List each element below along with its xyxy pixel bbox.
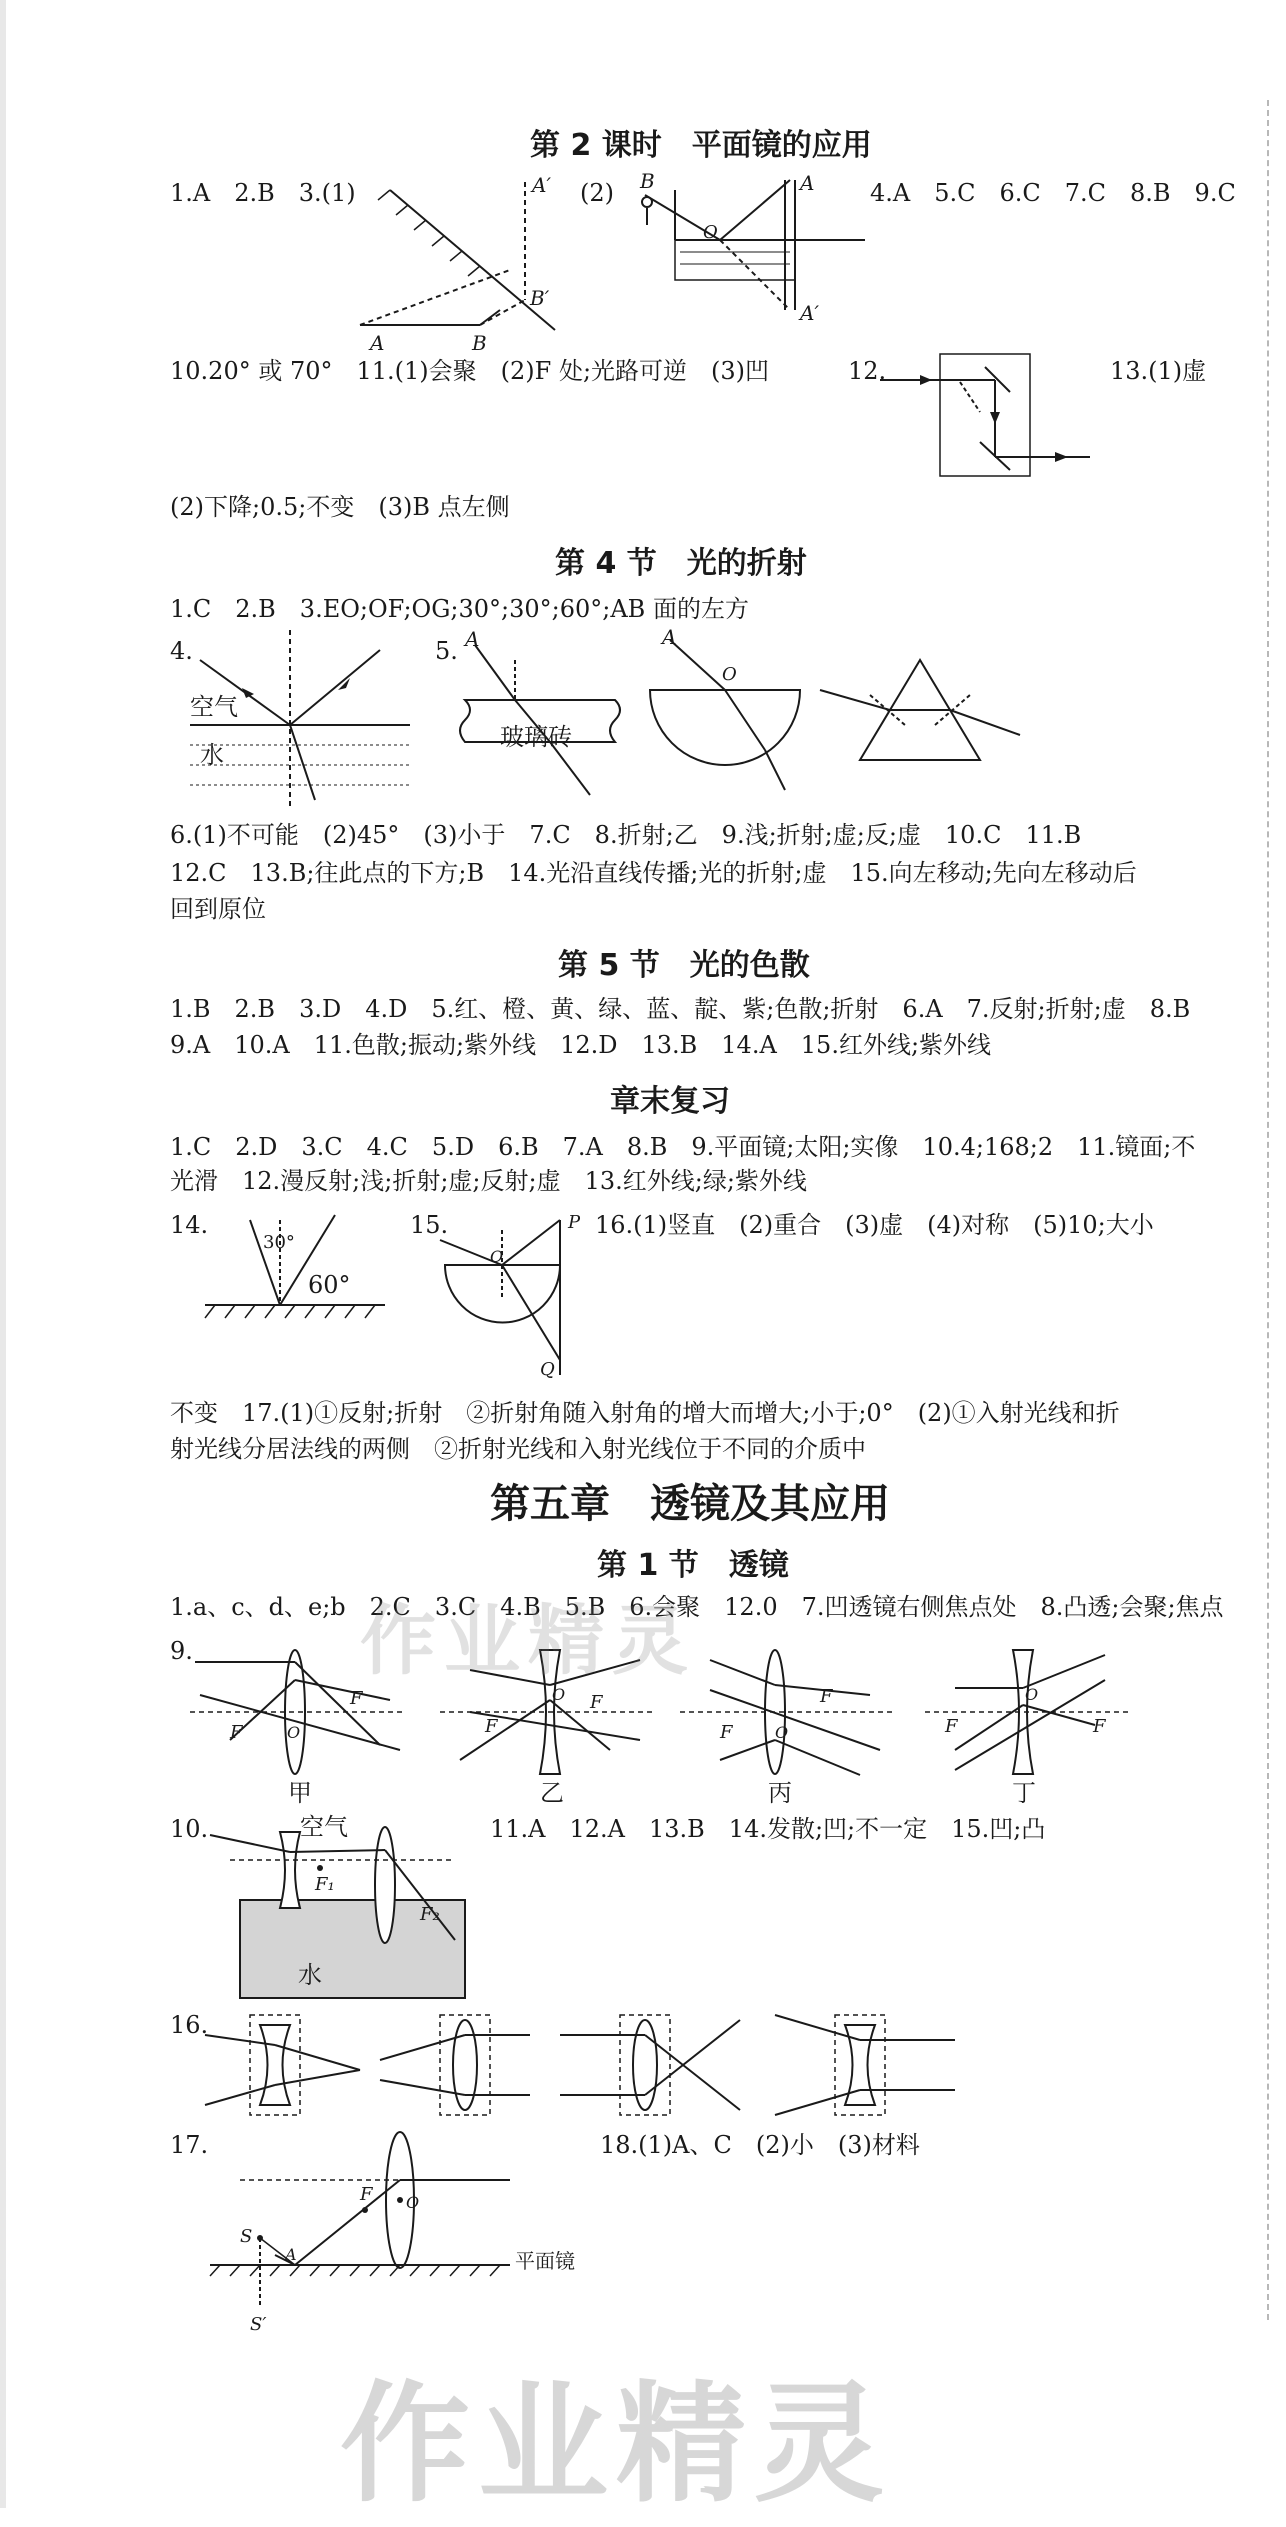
diagram-review-q15	[440, 1210, 590, 1380]
answers-q13-cont: (2)下降;0.5;不变 (3)B 点左侧	[170, 493, 510, 521]
svg-text:F: F	[720, 1722, 733, 1743]
caption-jia: 甲	[288, 1779, 312, 1807]
label-glass: 玻璃砖	[500, 723, 572, 751]
answers-dispersion-line2: 9.A 10.A 11.色散;振动;紫外线 12.D 13.B 14.A 15.红外线;紫外线	[170, 1031, 992, 1059]
svg-text:O: O	[775, 1723, 789, 1742]
answers-q3-2: (2)	[580, 179, 614, 207]
answers-dispersion-line1: 1.B 2.B 3.D 4.D 5.红、橙、黄、绿、蓝、靛、紫;色散;折射 6.A 7.反射;折射;虚 8.B	[170, 995, 1191, 1023]
svg-text:A: A	[662, 625, 677, 649]
caption-bing: 丙	[768, 1779, 792, 1807]
svg-text:Q: Q	[540, 1359, 555, 1380]
answers-lens-q10: 10.	[170, 1815, 209, 1843]
diagram-refraction-semicircle	[650, 625, 810, 810]
label-water-q4: 水	[200, 741, 224, 769]
answers-refraction-q15-cont: 回到原位	[170, 895, 266, 923]
answers-refraction-q5: 5.	[435, 637, 458, 665]
svg-text:F: F	[350, 1688, 363, 1709]
caption-ding: 丁	[1012, 1779, 1036, 1807]
answers-q13: 13.(1)虚	[1110, 357, 1207, 385]
svg-text:O: O	[722, 664, 737, 685]
answers-refraction-q12-15: 12.C 13.B;往此点的下方;B 14.光沿直线传播;光的折射;虚 15.向左移动;先向左移动后	[170, 859, 1137, 887]
label-water-q10: 水	[298, 1961, 322, 1989]
svg-text:B′: B′	[530, 286, 550, 310]
answers-review-line2: 光滑 12.漫反射;浅;折射;虚;反射;虚 13.红外线;绿;紫外线	[170, 1167, 807, 1195]
diagram-q3-2	[625, 170, 845, 330]
svg-text:A′: A′	[532, 173, 551, 197]
svg-text:F: F	[590, 1692, 603, 1713]
svg-text:F: F	[485, 1716, 498, 1737]
svg-text:F: F	[1093, 1716, 1106, 1737]
svg-text:F: F	[360, 2184, 373, 2205]
page-edge	[0, 0, 6, 2508]
svg-text:A′: A′	[800, 301, 819, 325]
label-angle-30: 30°	[263, 1232, 295, 1253]
answers-review-line4: 射光线分居法线的两侧 ②折射光线和入射光线位于不同的介质中	[170, 1435, 866, 1463]
answers-q10-11: 10.20° 或 70° 11.(1)会聚 (2)F 处;光路可逆 (3)凹	[170, 357, 770, 385]
svg-text:O: O	[1025, 1685, 1039, 1704]
answers-refraction-q4: 4.	[170, 637, 193, 665]
svg-text:S: S	[240, 2226, 253, 2247]
section-title-plane-mirror: 第 2 课时 平面镜的应用	[530, 128, 872, 163]
answers-lens-q17: 17.	[170, 2131, 209, 2159]
svg-text:O: O	[490, 1247, 504, 1266]
watermark-middle: 作业精灵	[360, 1596, 696, 1685]
svg-text:F: F	[820, 1686, 833, 1707]
answers-lens-q16: 16.	[170, 2011, 209, 2039]
label-air-q4: 空气	[190, 693, 238, 721]
label-plane-mirror: 平面镜	[515, 2249, 575, 2273]
diagram-refraction-prism	[820, 650, 1020, 770]
diagram-refraction-q5	[455, 627, 655, 810]
section-title-lens: 第 1 节 透镜	[597, 1548, 789, 1583]
chapter-title-lens: 第五章 透镜及其应用	[490, 1481, 890, 1527]
watermark-bottom: 作业精灵	[340, 2368, 893, 2520]
section-title-dispersion: 第 5 节 光的色散	[558, 948, 810, 983]
answers-lens-line1: 1.a、c、d、e;b 2.C 3.C 4.B 5.B 6.会聚 12.0 7.凹透镜右侧焦点处 8.凸透;会聚;焦点	[170, 1593, 1224, 1621]
svg-text:F: F	[230, 1722, 243, 1743]
answers-lens-q11-15: 11.A 12.A 13.B 14.发散;凹;不一定 15.凹;凸	[490, 1815, 1046, 1843]
answers-refraction-q1-3: 1.C 2.B 3.EO;OF;OG;30°;30°;60°;AB 面的左方	[170, 595, 749, 623]
svg-text:O: O	[552, 1685, 566, 1704]
svg-text:O: O	[406, 2193, 420, 2212]
diagram-lens-q10	[210, 1830, 470, 2000]
diagram-q3-1	[350, 170, 570, 360]
svg-text:A: A	[800, 171, 815, 195]
svg-text:A: A	[465, 627, 480, 651]
column-divider	[1267, 100, 1269, 2320]
answers-review-q14: 14.	[170, 1211, 209, 1239]
svg-text:B: B	[640, 169, 655, 193]
answers-q1-3: 1.A 2.B 3.(1)	[170, 179, 356, 207]
label-angle-60: 60°	[308, 1271, 351, 1299]
answers-review-q15: 15.	[410, 1211, 449, 1239]
answers-lens-q9: 9.	[170, 1637, 193, 1665]
diagram-lens-q17	[210, 2130, 540, 2340]
svg-text:F: F	[945, 1716, 958, 1737]
svg-text:P: P	[568, 1212, 581, 1233]
svg-text:S′: S′	[250, 2314, 267, 2335]
answers-lens-q18: 18.(1)A、C (2)小 (3)材料	[600, 2131, 920, 2159]
answers-review-q16: 16.(1)竖直 (2)重合 (3)虚 (4)对称 (5)10;大小	[595, 1211, 1154, 1239]
answers-refraction-q6-11: 6.(1)不可能 (2)45° (3)小于 7.C 8.折射;乙 9.浅;折射;虚;反;虚 10.C 11.B	[170, 821, 1082, 849]
answers-review-line3: 不变 17.(1)①反射;折射 ②折射角随入射角的增大而增大;小于;0° (2)①入射光线和折	[170, 1399, 1120, 1427]
answers-q12: 12.	[848, 357, 887, 385]
answers-review-line1: 1.C 2.D 3.C 4.C 5.D 6.B 7.A 8.B 9.平面镜;太阳;实像 10.4;168;2 11.镜面;不	[170, 1133, 1196, 1161]
diagram-lens-q9-ding	[925, 1640, 1135, 1780]
svg-text:B: B	[472, 331, 487, 355]
diagram-lens-q9-bing	[680, 1640, 900, 1780]
diagram-lens-q16	[200, 2000, 960, 2130]
answers-q4-9: 4.A 5.C 6.C 7.C 8.B 9.C	[870, 179, 1236, 207]
diagram-review-q14	[205, 1210, 390, 1320]
section-title-review: 章末复习	[610, 1084, 730, 1119]
svg-text:A: A	[370, 331, 385, 355]
svg-text:F₁: F₁	[315, 1874, 335, 1895]
label-air-q10: 空气	[300, 1813, 348, 1841]
section-title-refraction: 第 4 节 光的折射	[555, 546, 807, 581]
caption-yi: 乙	[540, 1779, 564, 1807]
svg-text:O: O	[287, 1723, 301, 1742]
svg-text:A: A	[285, 2245, 297, 2264]
svg-text:O: O	[703, 222, 718, 243]
svg-text:F₂: F₂	[420, 1904, 440, 1925]
diagram-q12	[880, 352, 1100, 482]
